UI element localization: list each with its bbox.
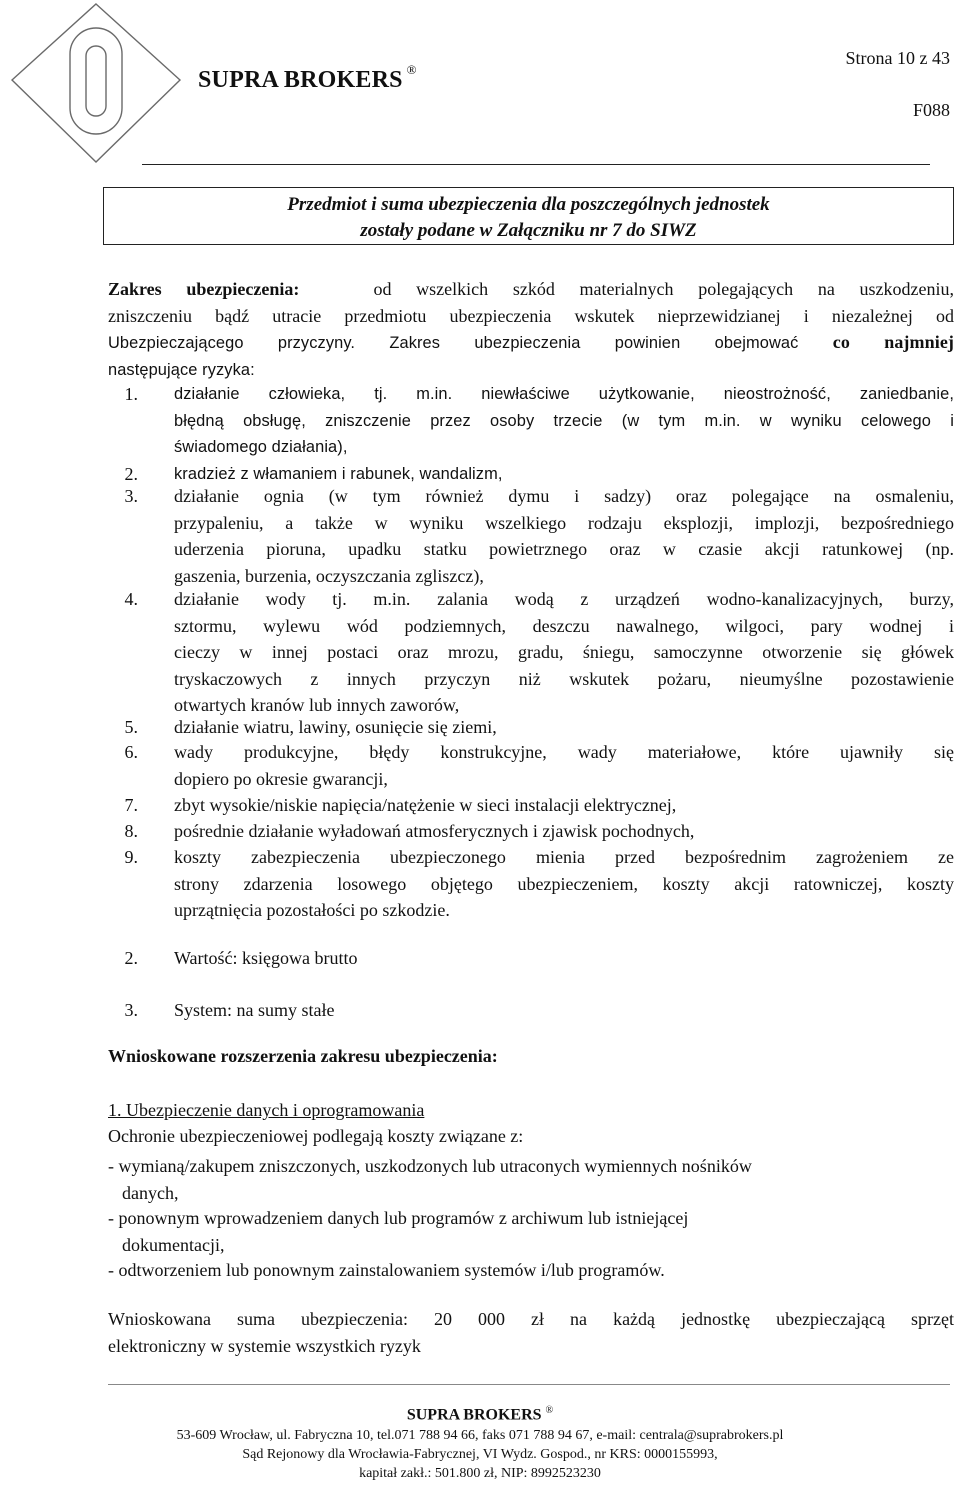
list-number: 6. <box>124 742 138 762</box>
item-number: 2. <box>124 948 138 968</box>
list-number: 5. <box>124 717 138 737</box>
extensions-intro: Ochronie ubezpieczeniowej podlegają koszty związane z: <box>108 1126 524 1146</box>
title-line-2: zostały podane w Załączniku nr 7 do SIWZ <box>360 220 697 241</box>
subject-title-box <box>103 187 954 245</box>
list-line: błędną obsługę, zniszczenie przez osoby trzecie (w tym m.in. w wyniku celowego i <box>174 411 954 430</box>
footer-divider <box>108 1384 950 1385</box>
list-line: przypaleniu, a także w wyniku wszelkiego rodzaju eksplozji, implozji, bezpośredniego <box>174 512 954 533</box>
bullet-item <box>108 1205 954 1258</box>
title-line-1: Przedmiot i suma ubezpieczenia dla poszczególnych jednostek <box>287 194 770 215</box>
list-line: kradzież z włamaniem i rabunek, wandalizm, <box>174 465 503 483</box>
sum-line: Wnioskowana suma ubezpieczenia: 20 000 zł na każdą jednostkę ubezpieczającą sprzęt <box>108 1309 954 1329</box>
item-text: System: na sumy stałe <box>174 1000 335 1020</box>
scope-label: Zakres ubezpieczenia: <box>108 279 300 299</box>
list-line: uderzenia pioruna, upadku statku powietrznego oraz w czasie akcji ratunkowej (np. <box>174 539 954 559</box>
bullet-line: danych, <box>122 1182 179 1203</box>
bullet-line: - wymianą/zakupem zniszczonych, uszkodzonych lub utraconych wymiennych nośników <box>108 1156 752 1176</box>
list-line: świadomego działania), <box>174 438 348 456</box>
extensions-heading: Wnioskowane rozszerzenia zakresu ubezpieczenia: <box>108 1046 498 1066</box>
list-line: działanie wiatru, lawiny, osunięcie się ziemi, <box>174 717 497 737</box>
list-line: uprzątnięcia pozostałości po szkodzie. <box>174 900 450 920</box>
footer-brand: SUPRA BROKERS ® <box>406 1405 554 1424</box>
header-divider <box>142 164 930 165</box>
list-line: działanie wody tj. m.in. zalania wodą z urządzeń wodno-kanalizacyjnych, burzy, <box>174 589 954 609</box>
document-reference: F088 <box>912 100 950 120</box>
scope-paragraph <box>108 276 954 383</box>
footer-court: Sąd Rejonowy dla Wrocławia-Fabrycznej, VI Wydz. Gospod., nr KRS: 0000155993, <box>242 1447 718 1462</box>
bullet-line: - odtworzeniem lub ponownym zainstalowaniem systemów i/lub programów. <box>108 1260 665 1280</box>
item-text: Wartość: księgowa brutto <box>174 948 358 968</box>
list-line: gaszenia, burzenia, oczyszczania zgliszcz), <box>174 565 484 586</box>
list-line: wady produkcyjne, błędy konstrukcyjne, wady materiałowe, które ujawniły się <box>174 742 954 762</box>
bullet-item <box>108 1257 954 1284</box>
list-number: 1. <box>124 384 138 404</box>
scope-line-3: Ubezpieczającego przyczyny. Zakres ubezpieczenia powinien obejmować <box>108 334 799 352</box>
list-number: 8. <box>124 821 138 841</box>
bullet-line: dokumentacji, <box>122 1234 225 1255</box>
list-line: działanie człowieka, tj. m.in. niewłaściwe użytkowanie, nieostrożność, zaniedbanie, <box>174 385 954 403</box>
list-line: cieczy w innej postaci oraz mrozu, gradu, śniegu, samoczynne otworzenie się główek <box>174 642 954 662</box>
list-line: dopiero po okresie gwarancji, <box>174 768 388 789</box>
list-number: 9. <box>124 847 138 867</box>
list-line: działanie ognia (w tym również dymu i sadzy) oraz polegające na osmaleniu, <box>174 486 954 506</box>
footer-address: 53-609 Wrocław, ul. Fabryczna 10, tel.071 788 94 66, faks 071 788 94 67, e-mail: centrala@suprabrokers.pl <box>176 1428 784 1443</box>
list-line: tryskaczowych z innych przyczyn niż wskutek pożaru, nieumyślne pozostawienie <box>174 668 954 689</box>
page-number: Strona 10 z 43 <box>845 48 950 68</box>
list-number: 4. <box>124 589 138 609</box>
scope-emphasis: co najmniej <box>832 332 954 352</box>
list-line: koszty zabezpieczenia ubezpieczonego mienia przed bezpośrednim zagrożeniem ze <box>174 847 954 867</box>
list-number: 3. <box>124 486 138 506</box>
footer-capital: kapitał zakł.: 501.800 zł, NIP: 8992523230 <box>359 1466 601 1481</box>
requested-sum <box>108 1306 954 1359</box>
list-number: 7. <box>124 795 138 815</box>
item-number: 3. <box>124 1000 138 1020</box>
list-line: sztormu, wylewu wód podziemnych, deszczu nawalnego, wilgoci, pary wodnej i <box>174 615 954 636</box>
scope-line-1: od wszelkich szkód materialnych polegających na uszkodzeniu, <box>373 279 955 299</box>
list-line: otwartych kranów lub innych zaworów, <box>174 695 460 715</box>
bullet-item <box>108 1153 954 1206</box>
scope-line-2: zniszczeniu bądź utracie przedmiotu ubezpieczenia wskutek nieprzewidzianej i niezależnej od <box>108 305 954 326</box>
list-line: strony zdarzenia losowego objętego ubezpieczeniem, koszty akcji ratowniczej, koszty <box>174 873 954 894</box>
list-number: 2. <box>124 464 138 484</box>
company-logo <box>8 2 188 172</box>
scope-line-4: następujące ryzyka: <box>108 360 255 379</box>
extensions-subheading: 1. Ubezpieczenie danych i oprogramowania <box>108 1100 425 1120</box>
sum-line: elektroniczny w systemie wszystkich ryzyk <box>108 1335 421 1356</box>
bullet-line: - ponownym wprowadzeniem danych lub programów z archiwum lub istniejącej <box>108 1208 689 1228</box>
brand-name: SUPRA BROKERS ® <box>198 62 417 93</box>
list-line: zbyt wysokie/niskie napięcia/natężenie w sieci instalacji elektrycznej, <box>174 795 677 815</box>
list-line: pośrednie działanie wyładowań atmosferycznych i zjawisk pochodnych, <box>174 821 695 841</box>
